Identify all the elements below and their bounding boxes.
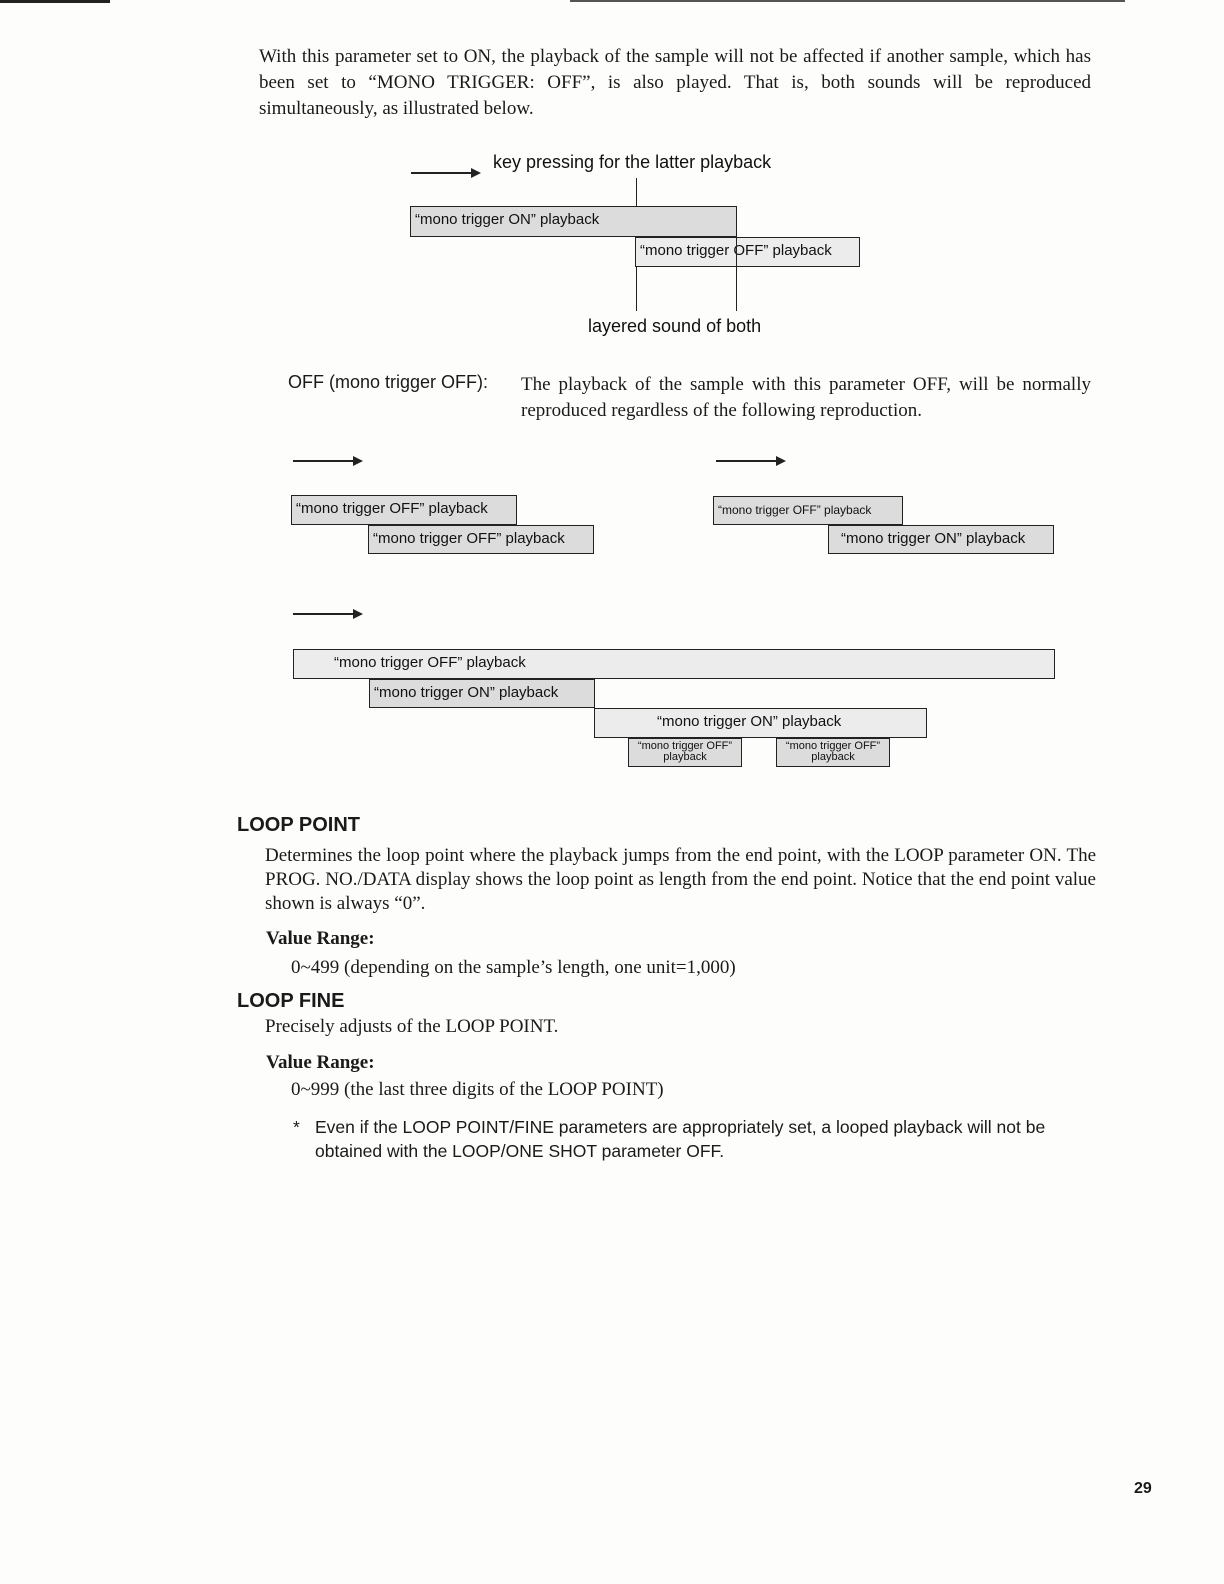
loop-point-value-range-label: Value Range:	[266, 928, 375, 949]
note-marker: *	[293, 1117, 300, 1137]
page-number: 29	[1134, 1480, 1152, 1497]
intro-paragraph: With this parameter set to ON, the playback of the sample will not be affected if another sample, which has been set to “MONO TRIGGER: OFF”, is also played. That is, both sounds will be reproduced simultaneously, as illustrated below.	[259, 46, 1091, 119]
box-on-second: “mono trigger ON” playback	[594, 708, 927, 738]
layered-label: layered sound of both	[588, 316, 762, 336]
layer-line-right	[736, 236, 737, 311]
loop-fine-value-range: 0~999 (the last three digits of the LOOP POINT)	[291, 1079, 664, 1100]
loop-point-heading: LOOP POINT	[237, 814, 360, 836]
off-label: OFF (mono trigger OFF):	[288, 372, 489, 392]
box-mono-trigger-on: “mono trigger ON” playback	[410, 206, 737, 237]
box-long-off: “mono trigger OFF” playback	[293, 649, 1055, 679]
box-small-off-2: “mono trigger OFF” playback	[776, 738, 890, 767]
loop-fine-note: Even if the LOOP POINT/FINE parameters are appropriately set, a looped playback will not be obtained with the LOOP/ONE SHOT parameter OFF.	[315, 1117, 1046, 1161]
box-mono-trigger-off: “mono trigger OFF” playback	[635, 237, 860, 267]
top-rule-right	[570, 0, 1125, 2]
key-press-line	[636, 178, 637, 208]
box-on-second-right: “mono trigger ON” playback	[828, 525, 1054, 554]
arrow-right-icon	[716, 460, 778, 462]
loop-fine-body: Precisely adjusts of the LOOP POINT.	[265, 1016, 559, 1037]
loop-point-value-range: 0~499 (depending on the sample’s length, one unit=1,000)	[291, 957, 736, 978]
arrow-right-icon	[293, 460, 355, 462]
loop-fine-heading: LOOP FINE	[237, 990, 345, 1012]
layer-line-left	[636, 266, 637, 311]
loop-fine-value-range-label: Value Range:	[266, 1052, 375, 1073]
box-small-off-1: “mono trigger OFF” playback	[628, 738, 742, 767]
arrow-label: key pressing for the latter playback	[493, 152, 772, 172]
arrow-right-icon	[293, 613, 355, 615]
box-off-first: “mono trigger OFF” playback	[291, 495, 517, 525]
box-on-first: “mono trigger ON” playback	[369, 679, 595, 708]
box-off-first-right: “mono trigger OFF” playback	[713, 496, 903, 525]
box-off-second: “mono trigger OFF” playback	[368, 525, 594, 554]
off-description: The playback of the sample with this parameter OFF, will be normally reproduced regardless of the following reproduction.	[521, 374, 1091, 421]
arrow-right-icon	[411, 172, 473, 174]
loop-point-body: Determines the loop point where the playback jumps from the end point, with the LOOP parameter ON. The PROG. NO./DATA display shows the loop point as length from the end point. Notice that the end point value shown is always “0”.	[265, 845, 1096, 914]
top-rule-left	[0, 0, 110, 3]
